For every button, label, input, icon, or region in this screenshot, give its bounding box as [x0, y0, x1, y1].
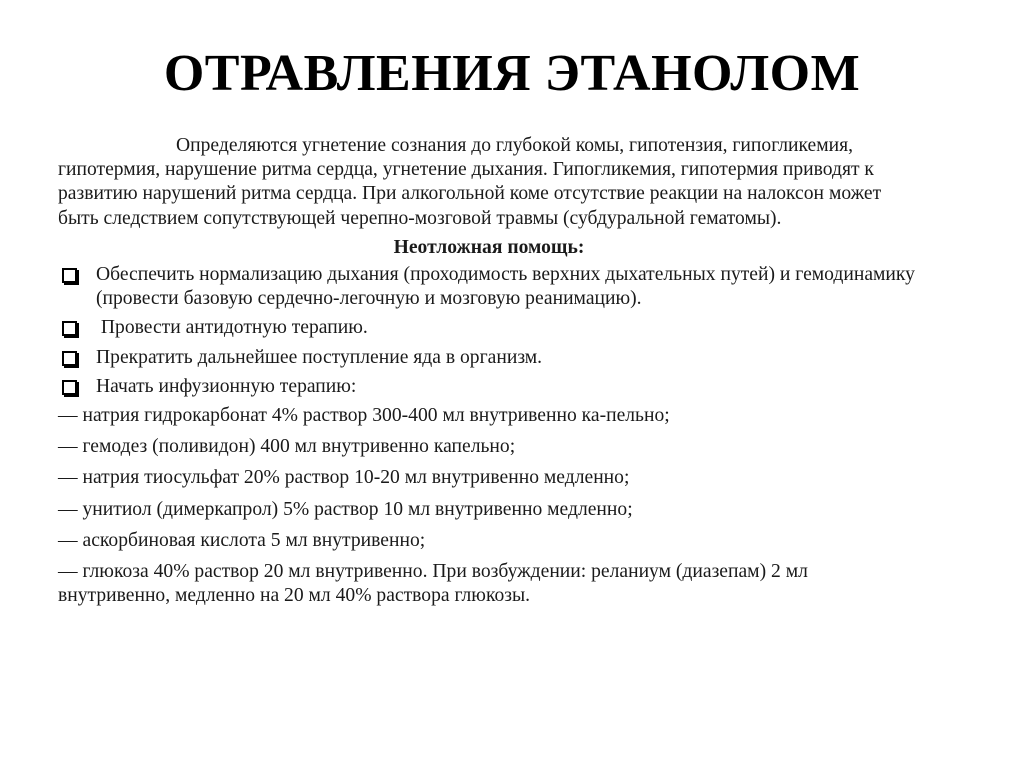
list-item [58, 263, 920, 311]
dosage-item: — глюкоза 40% раствор 20 мл внутривенно. При возбуждении: реланиум (диазепам) 2 мл внутривенно, медленно на 20 мл 40% раствора глюкозы. [58, 561, 808, 607]
list-item-text: Обеспечить нормализацию дыхания (проходимость верхних дыхательных путей) и гемодинамику (провести базовую сердечно-легочную и мозговую реанимацию). [96, 264, 915, 310]
checkbox-square-icon [62, 380, 77, 395]
dosage-item: — унитиол (димеркапрол) 5% раствор 10 мл внутривенно медленно; [58, 498, 633, 520]
list-item [58, 316, 920, 340]
checkbox-square-icon [62, 268, 77, 283]
dosage-item: — гемодез (поливидон) 400 мл внутривенно капельно; [58, 436, 516, 458]
dosage-item: — натрия тиосульфат 20% раствор 10-20 мл внутривенно медленно; [58, 467, 630, 489]
list-item-text: Начать инфузионную терапию: [96, 375, 357, 397]
checkbox-square-icon [62, 321, 77, 336]
list-item-text: Провести антидотную терапию. [96, 317, 368, 339]
checkbox-square-icon [62, 351, 77, 366]
list-item-text: Прекратить дальнейшее поступление яда в организм. [96, 346, 543, 368]
list-item [58, 375, 920, 399]
page-title: ОТРАВЛЕНИЯ ЭТАНОЛОМ [163, 45, 861, 102]
slide-content [58, 134, 920, 615]
intro-paragraph: Определяются угнетение сознания до глубокой комы, гипотензия, гипогликемия, гипотермия, нарушение ритма сердца, угнетение дыхания. Гипогликемия, гипотермия приводят к развитию нарушений ритма сердца. При алкогольной коме отсутствие реакции на налоксон может быть следствием сопутствующей черепно-мозговой травмы (субдуральной гематомы). [58, 135, 882, 229]
emergency-care-heading: Неотложная помощь: [393, 236, 585, 258]
dosage-item: — аскорбиновая кислота 5 мл внутривенно; [58, 529, 426, 551]
list-item [58, 346, 920, 370]
dosage-item: — натрия гидрокарбонат 4% раствор 300-400 мл внутривенно ка-пельно; [58, 405, 670, 427]
